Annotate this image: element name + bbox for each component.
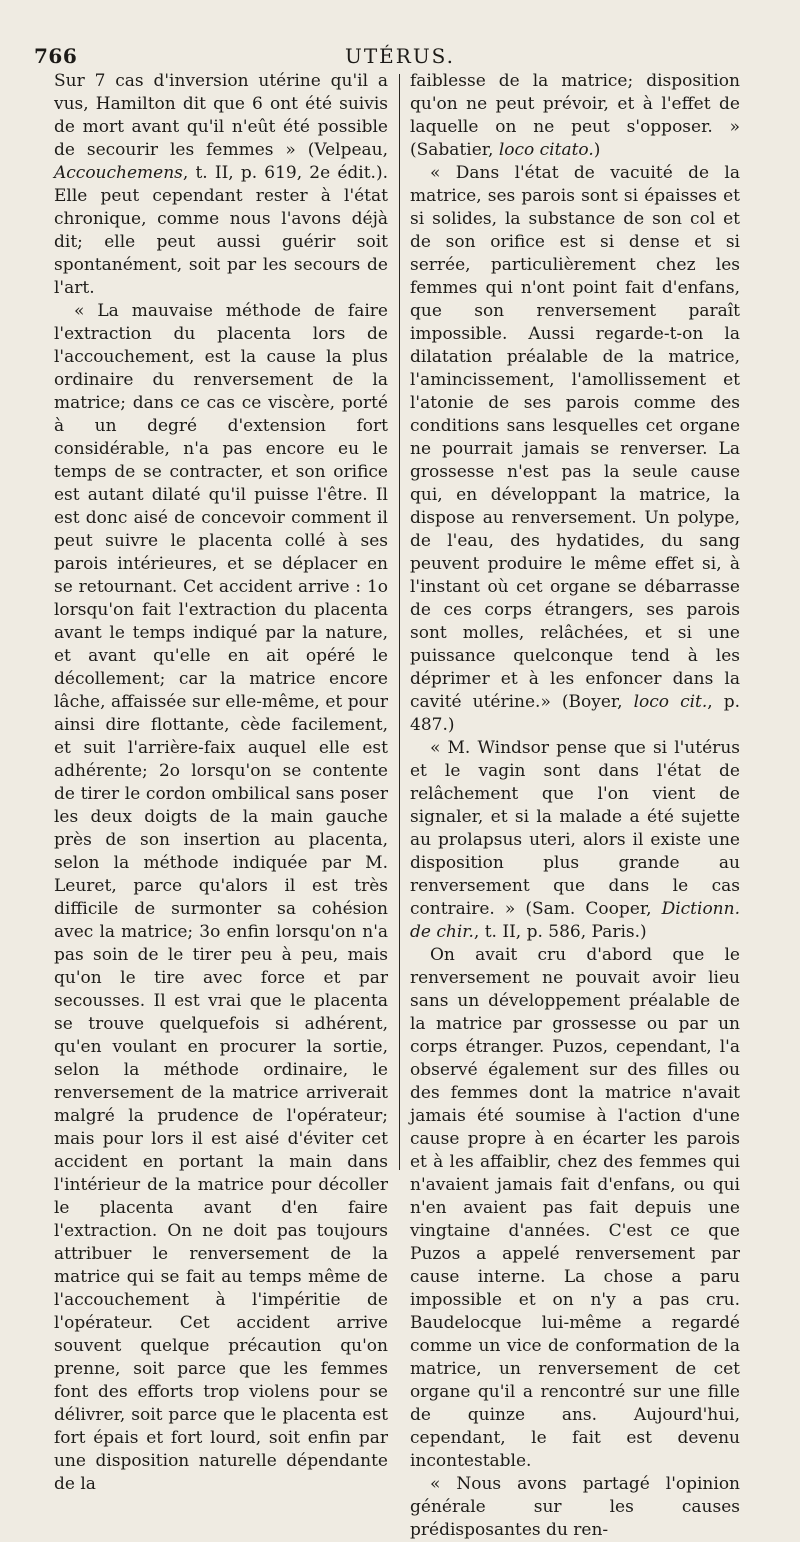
paragraph: On avait cru d'abord que le renversement ne pouvait avoir lieu sans un développement préalable de la matrice par grossesse ou par un corps étranger. Puzos, cependant, l'a observé également sur des filles ou des femmes dont la matrice n'avait jamais été soumise à l'action d'une cause propre à en écarter les parois et à les affaiblir, chez des femmes qui n'avaient jamais fait d'enfans, ou qui n'en avaient pas fait depuis une vingtaine d'années. C'est ce que Puzos a appelé renversement par cause interne. La chose a paru impossible et on n'y a pas cru. Baudelocque lui-même a regardé comme un vice de conformation de la matrice, un renversement de cet organe qu'il a rencontré sur une fille de quinze ans. Aujourd'hui, cependant, le fait est devenu incontestable.: [410, 945, 740, 1471]
italic-reference: Dictionn. de chir.: [410, 899, 740, 942]
paragraph: [54, 70, 388, 300]
italic-reference: loco cit.: [633, 692, 708, 712]
right-column: [410, 70, 740, 1540]
page-number: 766: [34, 44, 78, 68]
text-run: , t. II, p. 619, 2e édit.). Elle peut cependant rester à l'état chronique, comme nous l'avons déjà dit; elle peut aussi guérir soit spontanément, soit par les secours de l'art.: [54, 163, 388, 298]
column-divider: [399, 74, 400, 1170]
text-run: faiblesse de la matrice; disposition qu'on ne peut prévoir, et à l'effet de laquelle on ne peut s'opposer. » (Sabatier,: [410, 71, 740, 160]
text-run: , t. II, p. 586, Paris.): [473, 922, 647, 942]
italic-reference: Accouchemens: [54, 163, 183, 183]
left-column: [54, 70, 388, 1494]
text-run: « Dans l'état de vacuité de la matrice, ses parois sont si épaisses et si solides, la substance de son col et de son orifice est si dense et si serrée, particulièrement chez les femmes qui n'ont point fait d'enfans, que son renversement paraît impossible. Aussi regarde-t-on la dilatation préalable de la matrice, l'amincissement, l'amollissement et l'atonie de ses parois comme des conditions sans lesquelles cet organe ne pourrait jamais se renverser. La grossesse n'est pas la seule cause qui, en développant la matrice, la dispose au renversement. Un polype, de l'eau, des hydatides, du sang peuvent produire le même effet si, à l'instant où cet organe se débarrasse de ces corps étrangers, ses parois sont molles, relâchées, et si une puissance quelconque tend à les déprimer et à les enfoncer dans la cavité utérine.» (Boyer,: [410, 163, 740, 712]
text-run: Sur 7 cas d'inversion utérine qu'il a vus, Hamilton dit que 6 ont été suivis de mort avant qu'il n'eût été possible de secourir les femmes » (Velpeau,: [54, 71, 388, 160]
text-run: « M. Windsor pense que si l'utérus et le vagin sont dans l'état de relâchement que l'on vient de signaler, et si la malade a été sujette au prolapsus uteri, alors il existe une disposition plus grande au renversement que dans le cas contraire. » (Sam. Cooper,: [410, 738, 740, 919]
paragraph: [410, 162, 740, 737]
text-run: ): [593, 140, 601, 160]
paragraph: « Nous avons partagé l'opinion générale sur les causes prédisposantes du ren-: [410, 1474, 740, 1540]
text-run: , p. 487.): [410, 692, 740, 735]
paragraph: [410, 737, 740, 944]
running-head: UTÉRUS.: [344, 44, 456, 68]
paragraph: [410, 70, 740, 162]
paragraph: « La mauvaise méthode de faire l'extraction du placenta lors de l'accouchement, est la cause la plus ordinaire du renversement de la matrice; dans ce cas ce viscère, porté à un degré d'extension fort considérable, n'a pas encore eu le temps de se contracter, et son orifice est autant dilaté qu'il puisse l'être. Il est donc aisé de concevoir comment il peut suivre le placenta collé à ses parois intérieures, et se déplacer en se retournant. Cet accident arrive : 1o lorsqu'on fait l'extraction du placenta avant le temps indiqué par la nature, et avant qu'elle en ait opéré le décollement; car la matrice encore lâche, affaissée sur elle-même, et pour ainsi dire flottante, cède facilement, et suit l'arrière-faix auquel elle est adhérente; 2o lorsqu'on se contente de tirer le cordon ombilical sans poser les deux doigts de la main gauche près de son insertion au placenta, selon la méthode indiquée par M. Leuret, parce qu'alors il est très difficile de surmonter sa cohésion avec la matrice; 3o enfin lorsqu'on n'a pas soin de le tirer peu à peu, mais qu'on le tire avec force et par secousses. Il est vrai que le placenta se trouve quelquefois si adhérent, qu'en voulant en procurer la sortie, selon la méthode ordinaire, le renversement de la matrice arriverait malgré la prudence de l'opérateur; mais pour lors il est aisé d'éviter cet accident en portant la main dans l'intérieur de la matrice pour décoller le placenta avant d'en faire l'extraction. On ne doit pas toujours attribuer le renversement de la matrice qui se fait au temps même de l'accouchement à l'impéritie de l'opérateur. Cet accident arrive souvent quelque précaution qu'on prenne, soit parce que les femmes font des efforts trop violens pour se délivrer, soit parce que le placenta est fort épais et fort lourd, soit enfin par une disposition naturelle dépendante de la: [54, 301, 388, 1494]
italic-reference: loco citato.: [498, 140, 594, 160]
